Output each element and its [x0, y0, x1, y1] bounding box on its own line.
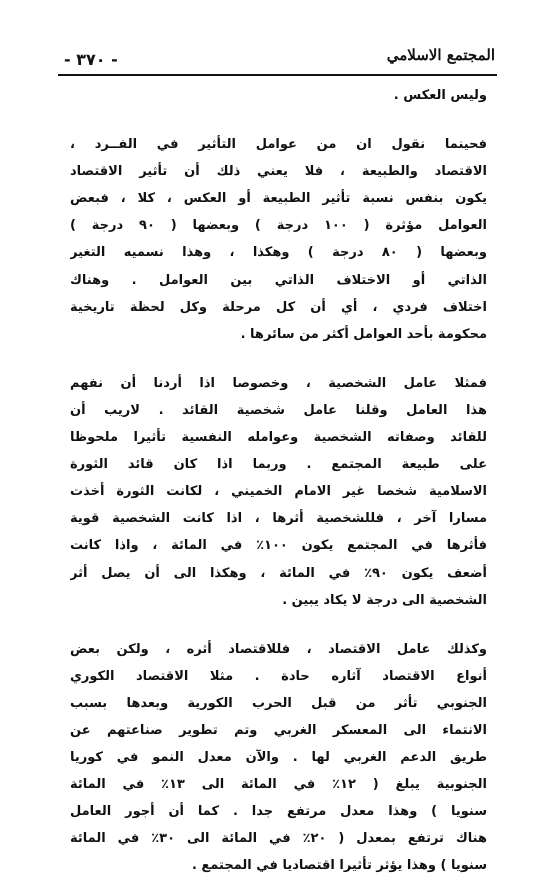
text-line: الاسلامية شخصا غير الامام الخميني ، لكانت الثورة أخذت [70, 484, 487, 500]
text-line: للقائد وصفاته الشخصية وعوامله النفسية تأثيرا ملحوظا [70, 430, 487, 446]
text-line: الذاتي أو الاختلاف الذاتي بين العوامل . وهناك [70, 272, 487, 288]
text-line: يكون بنفس نسبة تأثير الطبيعة أو العكس ، كلا ، فبعض [70, 191, 487, 207]
text-line: أضعف يكون ٩٠٪ في المائة ، وهكذا الى أن يصل أثر [70, 565, 487, 581]
text-line: الشخصية الى درجة لا يكاد يبين . [282, 592, 487, 608]
text-line: محكومة بأحد العوامل أكثر من سائرها . [240, 326, 487, 342]
body-text [70, 82, 487, 880]
text-line: على طبيعة المجتمع . وربما اذا كان قائد الثورة [70, 457, 487, 473]
text-line: الاقتصاد والطبيعة ، فلا يعني ذلك أن تأثير الاقتصاد [70, 164, 487, 180]
text-line: الجنوبي تأثر من قبل الحرب الكورية وبعدها بسبب [70, 695, 487, 711]
text-line: مسارا آخر ، فللشخصية أثرها ، اذا كانت الشخصية قوية [70, 511, 487, 527]
text-line: فمثلا عامل الشخصية ، وخصوصا اذا أردنا أن نفهم [70, 375, 487, 391]
text-line: الجنوبية يبلغ ( ١٢٪ في المائة الى ١٣٪ في المائة [70, 777, 487, 793]
text-line: وبعضها ( ٨٠ درجة ) وهكذا ، وهذا نسميه التغير [70, 245, 487, 261]
text-line: فأثرها في المجتمع يكون ١٠٠٪ في المائة ، واذا كانت [70, 538, 487, 554]
text-line: وكذلك عامل الاقتصاد ، فللاقتصاد أثره ، ولكن بعض [70, 641, 487, 657]
text-line: اختلاف فردي ، أي أن كل مرحلة وكل لحظة تاريخية [70, 299, 487, 315]
text-line: فحينما نقول ان من عوامل التأثير في الفــرد ، [70, 137, 487, 153]
page-header [58, 40, 497, 76]
text-line: هناك ترتفع بمعدل ( ٢٠٪ في المائة الى ٣٠٪ في المائة [70, 831, 487, 847]
text-line: أنواع الاقتصاد آثاره حادة . مثلا الاقتصاد الكوري [70, 668, 487, 684]
text-line: سنويا ) وهذا يؤثر تأثيرا اقتصاديا في المجتمع . [191, 858, 487, 874]
text-line: العوامل مؤثرة ( ١٠٠ درجة ) وبعضها ( ٩٠ درجة ) [70, 218, 487, 234]
page-number: - ٣٧٠ - [64, 50, 118, 69]
text-line: طريق الدعم الغربي لها . والآن معدل النمو في كوريا [70, 750, 487, 766]
text-line: وليس العكس . [393, 88, 487, 103]
text-line: هذا العامل وقلنا عامل شخصية القائد . لاريب أن [70, 402, 487, 418]
text-line: الانتماء الى المعسكر الغربي وتم تطوير صناعتهم عن [70, 722, 487, 738]
running-title: المجتمع الاسلامي [386, 46, 495, 64]
text-line: سنويا ) وهذا معدل مرتفع جدا . كما أن أجور العامل [70, 804, 487, 820]
